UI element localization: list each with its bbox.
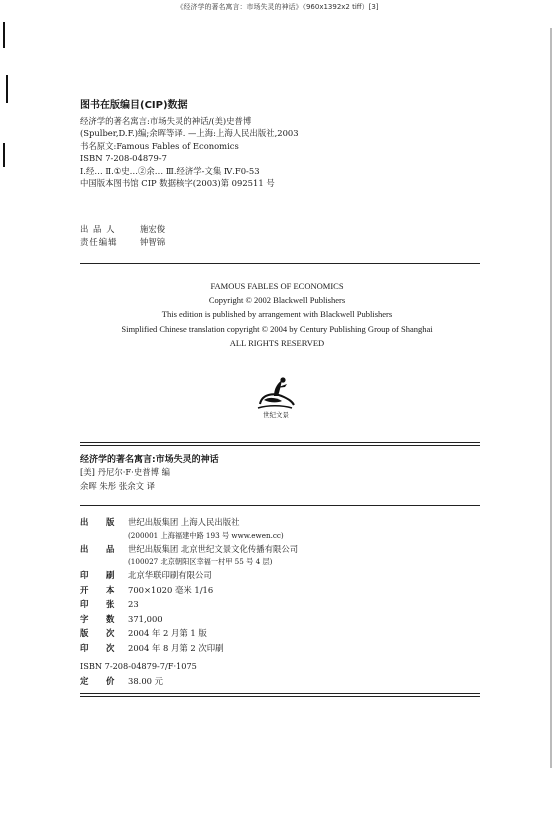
cip-line: 书名原文:Famous Fables of Economics xyxy=(80,140,239,151)
divider-bottom-2 xyxy=(80,696,480,697)
book-title: 经济学的著名寓言:市场失灵的神话 xyxy=(80,455,219,465)
editor-line: [美] 丹尼尔·F·史普博 编 xyxy=(80,467,170,477)
divider-bottom xyxy=(80,693,480,694)
cip-line: (Spulber,D.F.)编;余晖等译. —上海:上海人民出版社,2003 xyxy=(80,128,299,139)
detail-value: (100027 北京朝阳区幸福一村甲 55 号 4 层) xyxy=(128,557,273,566)
detail-value: 700×1020 毫米 1/16 xyxy=(128,584,214,595)
divider-details xyxy=(80,505,480,506)
staff-row-editor xyxy=(80,236,165,249)
detail-value: 北京华联印刷有限公司 xyxy=(128,570,212,580)
file-header: 《经济学的著名寓言：市场失灵的神话》（960x1392x2 tiff）[3] xyxy=(176,3,379,11)
copyright-line: Simplified Chinese translation copyright © 2004 by Century Publishing Group of Shanghai xyxy=(121,323,433,334)
copyright-line: ALL RIGHTS RESERVED xyxy=(229,337,325,348)
cip-title: 图书在版编目(CIP)数据 xyxy=(80,100,188,111)
cip-line: 中国版本图书馆 CIP 数据核字(2003)第 092511 号 xyxy=(80,178,275,189)
scan-edge-mark xyxy=(6,75,8,103)
scan-edge-mark xyxy=(3,22,5,48)
cip-line: ISBN 7-208-04879-7 xyxy=(80,153,167,164)
copyright-line: Copyright © 2002 Blackwell Publishers xyxy=(208,295,346,306)
detail-value: 38.00 元 xyxy=(128,676,164,686)
copyright-line: This edition is published by arrangement with Blackwell Publishers xyxy=(161,309,393,320)
staff-role: 责任编辑 xyxy=(80,237,118,247)
logo-caption: 世纪文景 xyxy=(263,411,289,419)
staff-row-producer xyxy=(80,223,165,236)
translators-line: 余晖 朱彤 张余文 译 xyxy=(80,480,155,491)
divider-middle xyxy=(80,442,480,443)
detail-value: 23 xyxy=(128,599,139,609)
detail-value: 371,000 xyxy=(128,613,163,624)
detail-value: 世纪出版集团 北京世纪文景文化传播有限公司 xyxy=(128,543,299,554)
scan-edge-mark xyxy=(550,28,552,768)
book-authors xyxy=(80,466,170,493)
staff-name: 施宏俊 xyxy=(140,224,166,234)
scan-edge-mark xyxy=(3,143,5,167)
staff-role: 出 品 人 xyxy=(80,224,116,234)
detail-row-price: 定 价 38.00 元 xyxy=(80,676,164,686)
divider-middle-2 xyxy=(80,445,480,446)
isbn-line: ISBN 7-208-04879-7/F·1075 xyxy=(80,661,197,671)
staff-block xyxy=(80,223,165,249)
detail-value: 2004 年 2 月第 1 版 xyxy=(128,628,207,638)
cip-block xyxy=(80,115,500,189)
copyright-block xyxy=(60,279,494,350)
staff-name: 钟智锦 xyxy=(140,237,166,247)
detail-value: (200001 上海福建中路 193 号 www.ewen.cc) xyxy=(128,530,284,540)
detail-value: 世纪出版集团 上海人民出版社 xyxy=(128,517,240,527)
divider-top xyxy=(80,263,480,264)
cip-line: Ⅰ.经… Ⅱ.①史…②余… Ⅲ.经济学-文集 Ⅳ.F0-53 xyxy=(80,165,260,176)
cip-line: 经济学的著名寓言:市场失灵的神话/(美)史普博 xyxy=(80,116,252,126)
detail-value: 2004 年 8 月第 2 次印刷 xyxy=(128,642,224,653)
copyright-original-title: FAMOUS FABLES OF ECONOMICS xyxy=(210,281,344,291)
